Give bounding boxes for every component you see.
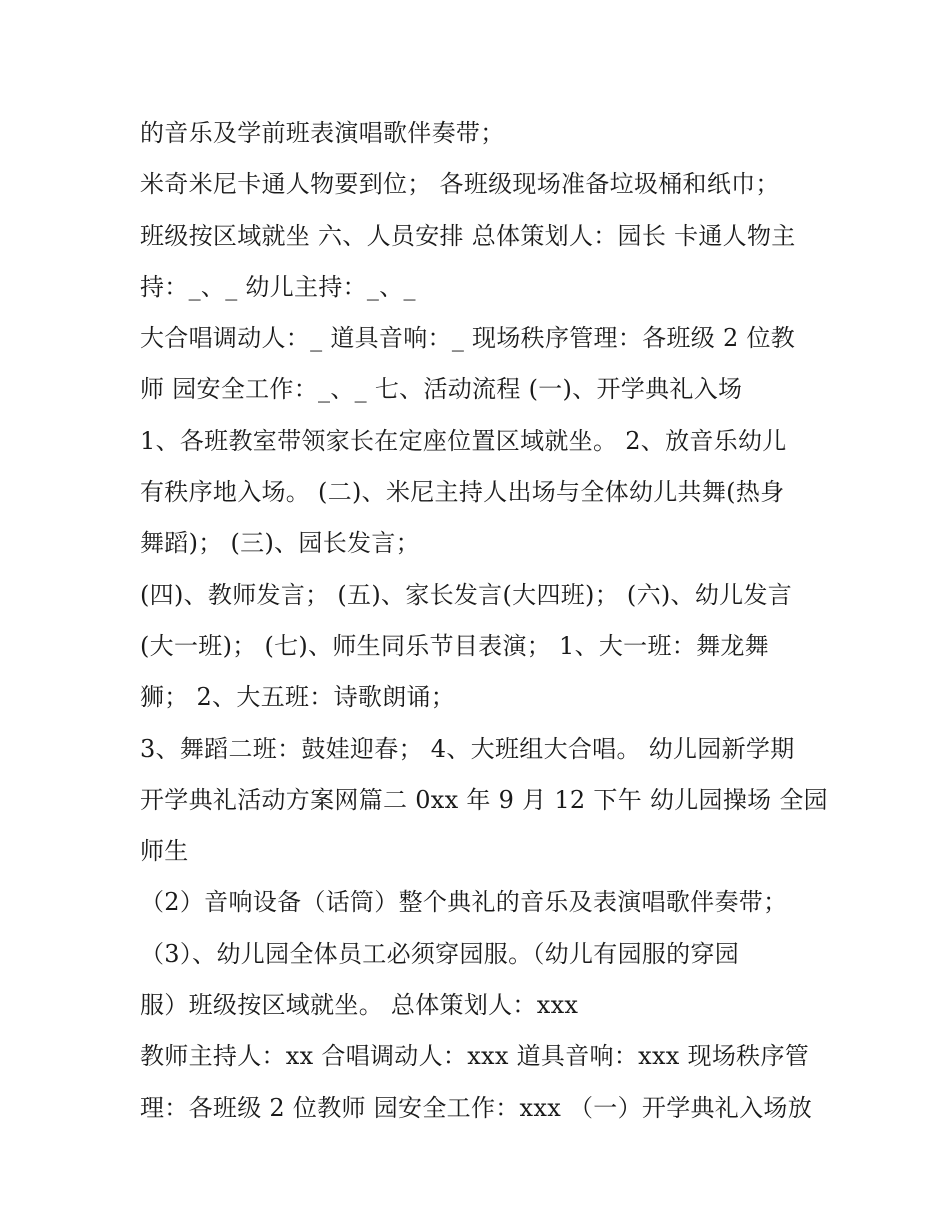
text-line: 狮； 2、大五班：诗歌朗诵； xyxy=(140,683,456,712)
text-line: (大一班)； (七)、师生同乐节目表演； 1、大一班：舞龙舞 xyxy=(140,631,769,660)
text-line: (四)、教师发言； (五)、家长发言(大四班)； (六)、幼儿发言 xyxy=(140,580,793,609)
text-line: （2）音响设备（话筒）整个典礼的音乐及表演唱歌伴奏带； xyxy=(140,888,788,917)
text-line: 持：_、_ 幼儿主持：_、_ xyxy=(140,272,416,301)
text-line: （3）、幼儿园全体员工必须穿园服。（幼儿有园服的穿园 xyxy=(140,939,740,968)
text-line: 大合唱调动人：_ 道具音响：_ 现场秩序管理：各班级 2 位教 xyxy=(140,324,796,353)
text-line: 教师主持人：xx 合唱调动人：xxx 道具音响：xxx 现场秩序管 xyxy=(140,1042,810,1071)
text-line: 1、各班教室带领家长在定座位置区域就坐。 2、放音乐幼儿 xyxy=(140,426,787,455)
text-line: 师 园安全工作：_、_ 七、活动流程 (一)、开学典礼入场 xyxy=(140,375,743,404)
text-line: 服）班级按区域就坐。 总体策划人：xxx xyxy=(140,991,579,1020)
text-line: 米奇米尼卡通人物要到位； 各班级现场准备垃圾桶和纸巾； xyxy=(140,170,780,199)
text-line: 班级按区域就坐 六、人员安排 总体策划人：园长 卡通人物主 xyxy=(140,221,796,250)
text-line: 开学典礼活动方案网篇二 0xx 年 9 月 12 下午 幼儿园操场 全园 xyxy=(140,785,828,814)
body-text xyxy=(140,108,828,1134)
text-line: 师生 xyxy=(140,837,189,866)
text-line: 3、舞蹈二班：鼓娃迎春； 4、大班组大合唱。 幼儿园新学期 xyxy=(140,734,795,763)
text-line: 有秩序地入场。 (二)、米尼主持人出场与全体幼儿共舞(热身 xyxy=(140,478,785,507)
text-line: 理：各班级 2 位教师 园安全工作：xxx （一）开学典礼入场放 xyxy=(140,1093,812,1122)
text-line: 舞蹈)； (三)、园长发言； xyxy=(140,529,420,558)
text-line: 的音乐及学前班表演唱歌伴奏带； xyxy=(140,119,505,147)
